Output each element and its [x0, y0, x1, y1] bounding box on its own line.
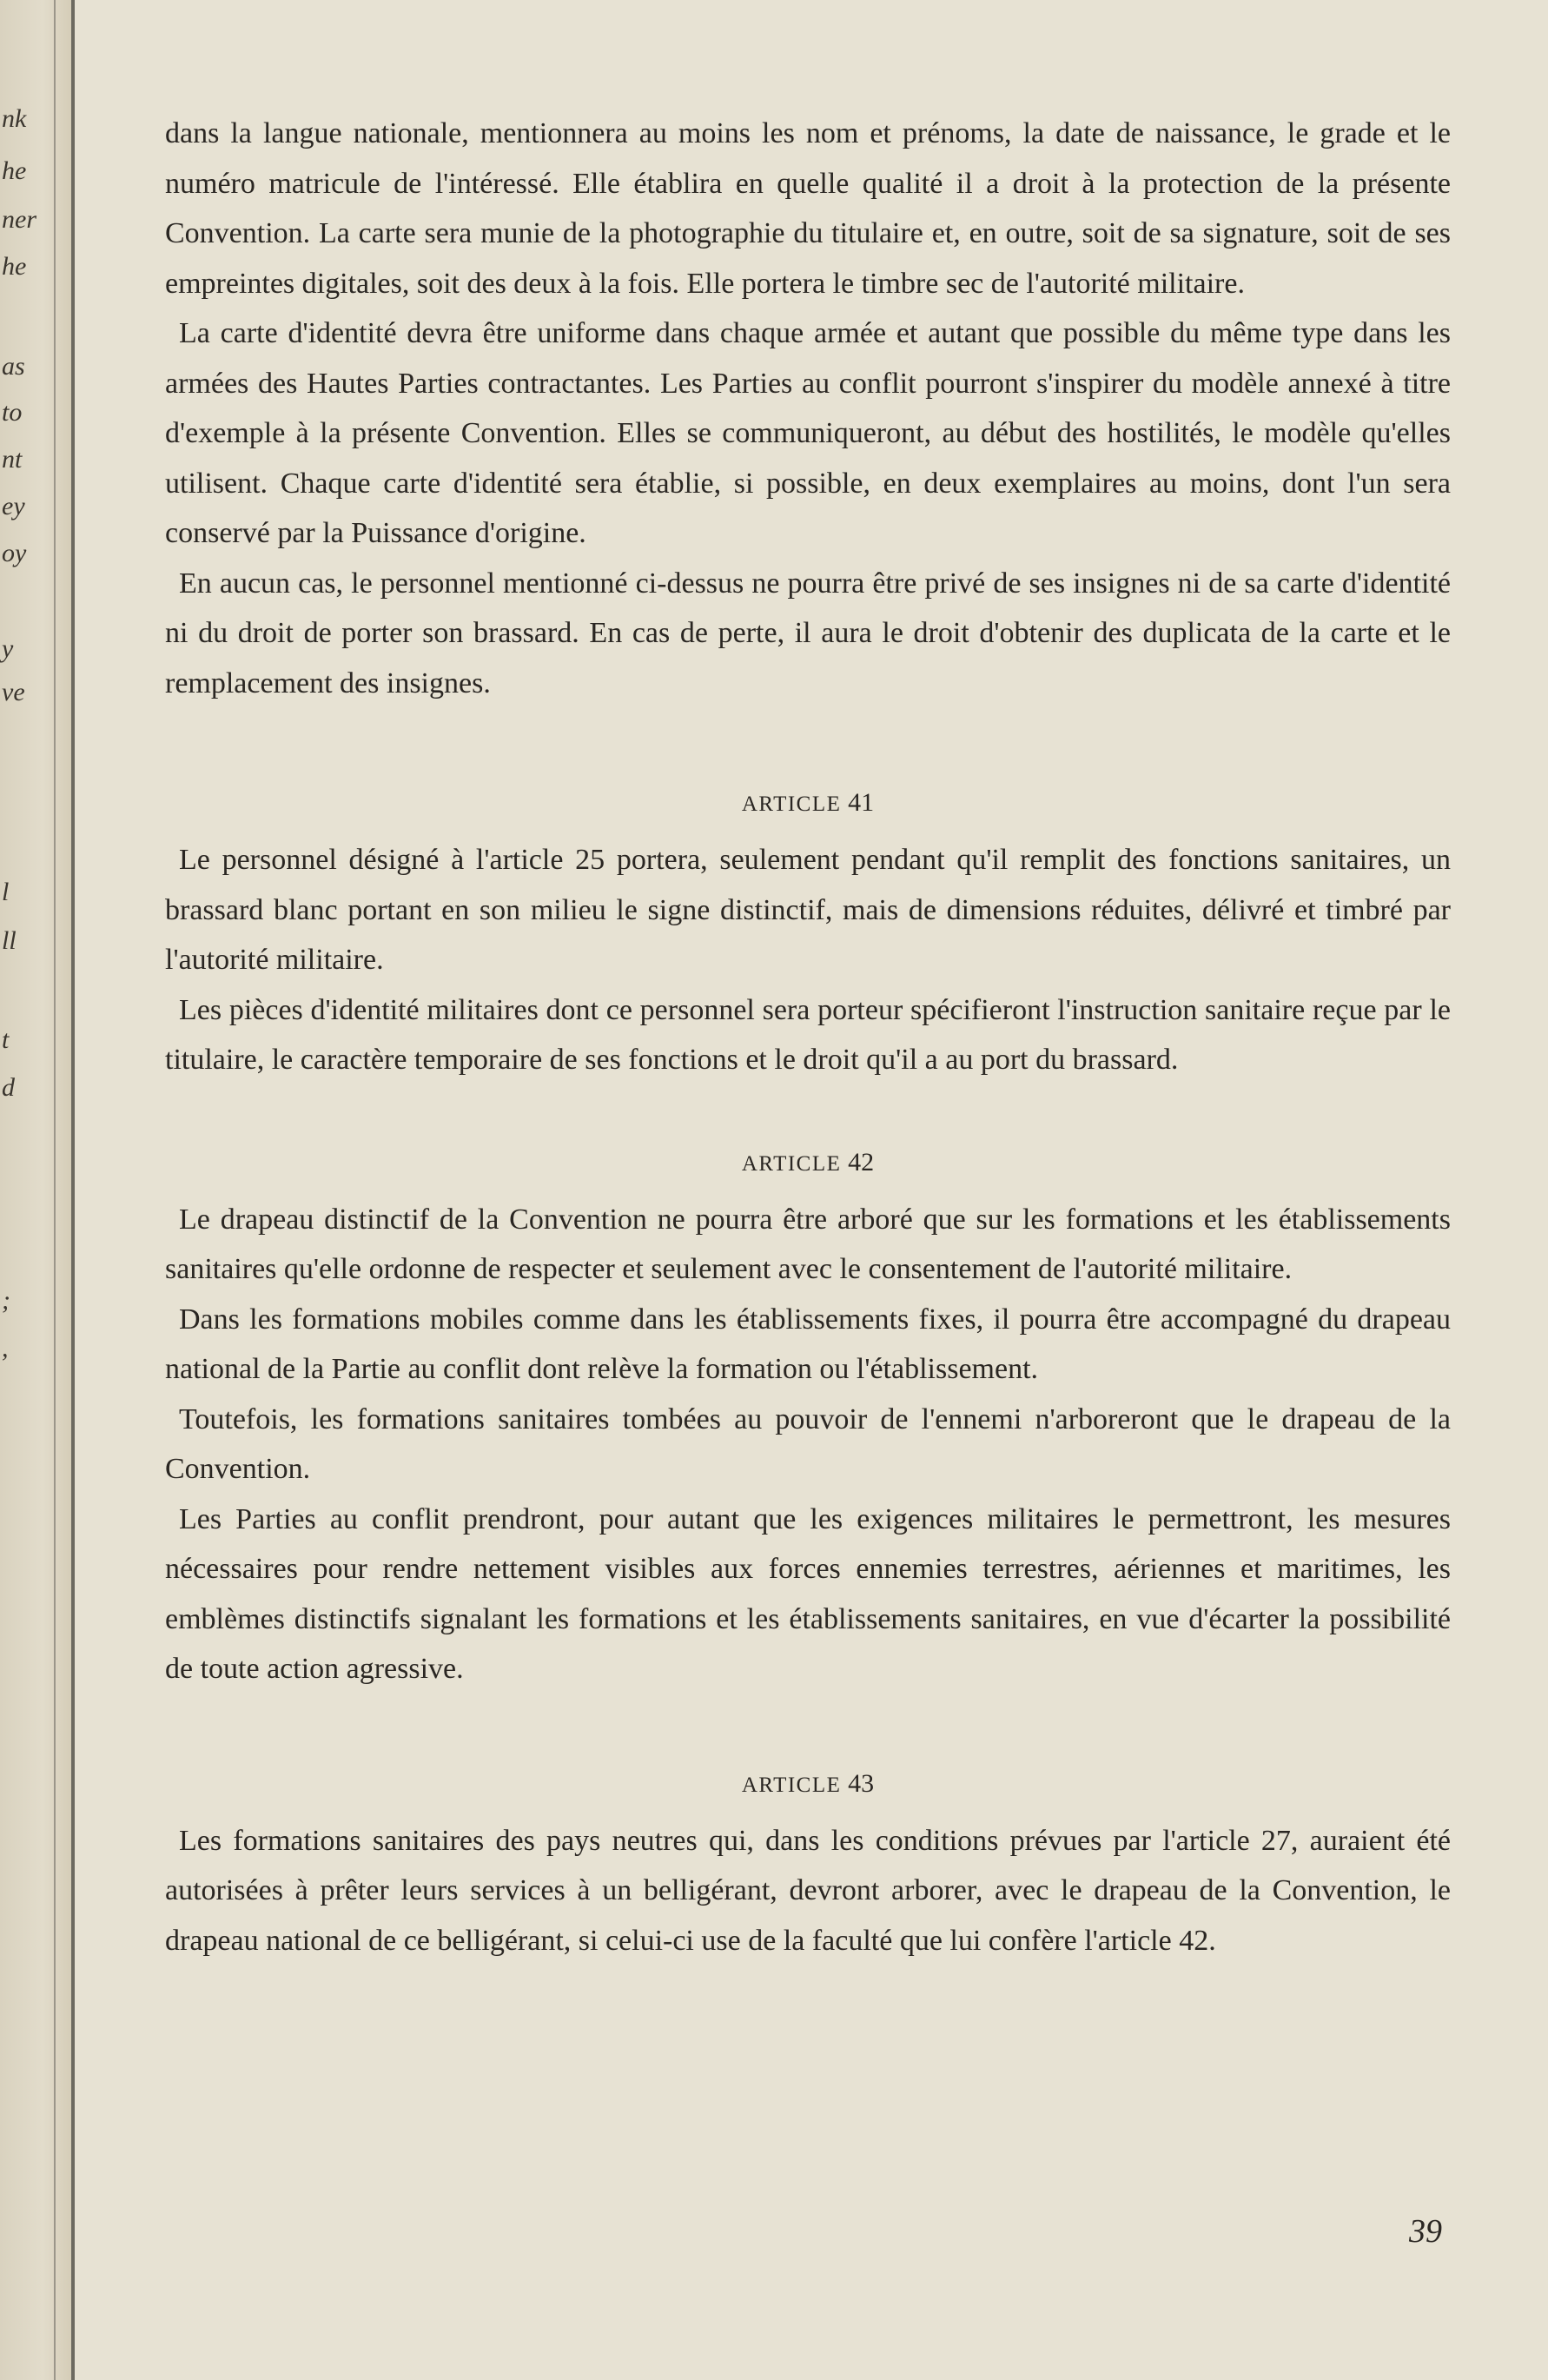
article-label: ARTICLE — [741, 792, 842, 816]
margin-fragment: as — [2, 352, 25, 381]
paragraph: Les formations sanitaires des pays neutres qui, dans les conditions prévues par l'article 27, auraient été autorisées à prêter leurs services à un belligérant, devront arborer, avec le drapeau de la Convention, le drapeau national de ce belligérant, si celui-ci use de la faculté que lui confère l'article 42. — [165, 1824, 1451, 1957]
paragraph: Dans les formations mobiles comme dans les établissements fixes, il pourra être accompagné du drapeau national de la Partie au conflit dont relève la formation ou l'établissement. — [165, 1303, 1451, 1385]
intro-section — [165, 109, 1451, 708]
margin-fragment: nt — [2, 445, 23, 474]
margin-fragment: nk — [2, 104, 27, 133]
paragraph: En aucun cas, le personnel mentionné ci-dessus ne pourra être privé de ses insignes ni de sa carte d'identité ni du droit de porter son brassard. En cas de perte, il aura le droit d'obtenir des duplicata de la carte et le remplacement des insignes. — [165, 567, 1451, 699]
article-43 — [165, 1769, 1451, 1966]
margin-fragment: d — [2, 1073, 15, 1102]
article-heading — [165, 1769, 1451, 1799]
paragraph: La carte d'identité devra être uniforme dans chaque armée et autant que possible du même type dans les armées des Hautes Parties contractantes. Les Parties au conflit pourront s'inspirer du modèle annexé à titre d'exemple à la présente Convention. Elles se communiqueront, au début des hostilités, le modèle qu'elles utilisent. Chaque carte d'identité sera établie, si possible, en deux exemplaires au moins, dont l'un sera conservé par la Puissance d'origine. — [165, 317, 1451, 549]
margin-fragment: t — [2, 1025, 10, 1054]
article-heading — [165, 788, 1451, 818]
paragraph: dans la langue nationale, mentionnera au moins les nom et prénoms, la date de naissance, le grade et le numéro matricule de l'intéressé. Elle établira en quelle qualité il a droit à la protection de la présente Convention. La carte sera munie de la photographie du titulaire et, en outre, soit de sa signature, soit de ses empreintes digitales, soit des deux à la fois. Elle portera le timbre sec de l'autorité militaire. — [165, 117, 1451, 300]
margin-fragment: he — [2, 252, 27, 281]
margin-fragment: ner — [2, 205, 36, 234]
margin-fragment: y — [2, 634, 14, 663]
margin-fragment: , — [2, 1334, 9, 1362]
article-number: 42 — [848, 1147, 875, 1177]
article-number: 41 — [848, 788, 875, 817]
margin-fragment: to — [2, 398, 23, 427]
article-label: ARTICLE — [741, 1773, 842, 1797]
margin-fragment: oy — [2, 539, 27, 567]
margin-fragment: ve — [2, 678, 25, 706]
paragraph: Le personnel désigné à l'article 25 portera, seulement pendant qu'il remplit des fonctions sanitaires, un brassard blanc portant en son milieu le signe distinctif, mais de dimensions réduites, délivré et timbré par l'autorité militaire. — [165, 844, 1451, 976]
paragraph: Le drapeau distinctif de la Convention ne pourra être arboré que sur les formations et les établissements sanitaires qu'elle ordonne de respecter et seulement avec le consentement de l'autorité militaire. — [165, 1203, 1451, 1285]
binding-shadow — [54, 0, 56, 2380]
margin-fragment: ll — [2, 926, 17, 955]
margin-fragment: ; — [2, 1286, 10, 1315]
page-body — [165, 109, 1451, 1966]
article-heading — [165, 1148, 1451, 1177]
paragraph: Les pièces d'identité militaires dont ce personnel sera porteur spécifieront l'instruction sanitaire reçue par le titulaire, le caractère temporaire de ses fonctions et le droit qu'il a au port du brassard. — [165, 993, 1451, 1076]
margin-fragment: he — [2, 156, 27, 185]
facing-page-fragments — [0, 0, 52, 2380]
binding-edge — [71, 0, 75, 2380]
page-number: 39 — [1409, 2213, 1442, 2250]
paragraph: Les Parties au conflit prendront, pour autant que les exigences militaires le permettront, les mesures nécessaires pour rendre nettement visibles aux forces ennemies terrestres, aériennes et maritimes, les emblèmes distinctifs signalant les formations et les établissements sanitaires, en vue d'écarter la possibilité de toute action agressive. — [165, 1502, 1451, 1685]
article-number: 43 — [848, 1768, 875, 1798]
article-42 — [165, 1148, 1451, 1694]
margin-fragment: ey — [2, 492, 25, 520]
paragraph: Toutefois, les formations sanitaires tombées au pouvoir de l'ennemi n'arboreront que le drapeau de la Convention. — [165, 1402, 1451, 1485]
article-label: ARTICLE — [741, 1151, 842, 1176]
article-41 — [165, 788, 1451, 1085]
margin-fragment: l — [2, 878, 10, 906]
